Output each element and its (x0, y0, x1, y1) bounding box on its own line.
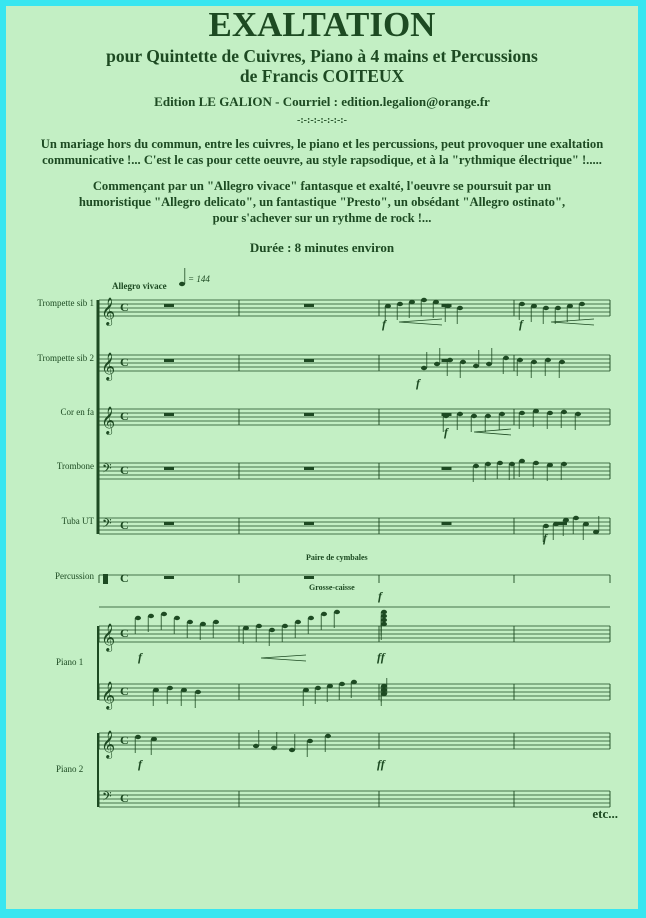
note-head (593, 530, 599, 534)
note-head (545, 358, 551, 362)
subtitle: pour Quintette de Cuivres, Piano à 4 mains et Percussions (106, 46, 538, 66)
note-head (381, 684, 387, 688)
note-head (334, 610, 340, 614)
note-head (460, 360, 466, 364)
rest-mark (442, 522, 452, 525)
note-head (256, 624, 262, 628)
description-line: Un mariage hors du commun, entre les cuivres, le piano et les percussions, peut provoquer une exaltation (40, 137, 604, 151)
note-head (289, 748, 295, 752)
note-head (561, 410, 567, 414)
description-line: humoristique "Allegro delicato", un fantastique "Presto", un obsédant "Allegro ostinato", (78, 195, 566, 209)
instrument-label: Tuba UT (61, 516, 94, 526)
note-head (447, 358, 453, 362)
time-signature: C (120, 300, 129, 314)
etc-label: etc... (592, 806, 618, 821)
note-head (485, 414, 491, 418)
publisher-line: Edition LE GALION - Courriel : edition.legalion@orange.fr (154, 94, 490, 109)
time-signature: C (120, 463, 129, 477)
note-head (295, 620, 301, 624)
note-head (503, 356, 509, 360)
rest-mark (442, 467, 452, 470)
note-head (573, 516, 579, 520)
note-head (200, 622, 206, 626)
note-head (381, 618, 387, 622)
note-head (421, 298, 427, 302)
note-head (579, 302, 585, 306)
page-title: EXALTATION (208, 6, 436, 44)
note-head (213, 620, 219, 624)
cymbal-annotation: Paire de cymbales (306, 553, 368, 562)
time-signature: C (120, 355, 129, 369)
hairpin (474, 429, 511, 435)
dynamic-marking: ff (377, 650, 385, 664)
dynamic-marking: f (382, 317, 386, 331)
note-head (327, 684, 333, 688)
note-head (473, 464, 479, 468)
note-head (533, 461, 539, 465)
note-head (381, 692, 387, 696)
note-head (253, 744, 259, 748)
note-head (179, 282, 185, 286)
instrument-label: Piano 1 (56, 657, 84, 667)
dynamic-marking: f (543, 531, 547, 545)
time-signature: C (120, 518, 129, 532)
note-head (519, 411, 525, 415)
note-head (486, 362, 492, 366)
note-head (339, 682, 345, 686)
rest-mark (164, 467, 174, 470)
note-head (381, 622, 387, 626)
hairpin (261, 655, 306, 661)
instrument-label: Trompette sib 2 (37, 353, 94, 363)
note-head (243, 626, 249, 630)
note-head (321, 612, 327, 616)
treble-clef-icon: 𝄞 (101, 732, 116, 758)
rest-mark (304, 576, 314, 579)
instrument-label: Trombone (56, 461, 94, 471)
tempo-value: = 144 (188, 274, 210, 284)
note-head (195, 690, 201, 694)
note-head (161, 612, 167, 616)
note-head (533, 409, 539, 413)
note-head (443, 414, 449, 418)
description-line: pour s'achever sur un rythme de rock !... (212, 211, 432, 225)
note-head (519, 459, 525, 463)
dynamic-marking: f (378, 589, 382, 603)
separator: -:-:-:-:-:-:-:- (297, 115, 347, 126)
dynamic-marking: f (138, 757, 142, 771)
note-head (148, 614, 154, 618)
rest-mark (304, 522, 314, 525)
note-head (381, 614, 387, 618)
note-head (517, 358, 523, 362)
note-head (473, 364, 479, 368)
rest-mark (304, 467, 314, 470)
hairpin (399, 319, 442, 325)
note-head (397, 302, 403, 306)
rest-mark (304, 304, 314, 307)
note-head (553, 522, 559, 526)
treble-clef-icon: 𝄞 (101, 299, 116, 325)
instrument-label: Percussion (55, 571, 94, 581)
note-head (434, 362, 440, 366)
note-head (282, 624, 288, 628)
note-head (457, 412, 463, 416)
time-signature: C (120, 571, 129, 585)
note-marks (135, 268, 599, 771)
note-head (457, 306, 463, 310)
rest-mark (164, 576, 174, 579)
note-head (381, 610, 387, 614)
note-head (555, 306, 561, 310)
treble-clef-icon: 𝄞 (101, 625, 116, 651)
instrument-label: Trompette sib 1 (37, 298, 94, 308)
duration: Durée : 8 minutes environ (249, 240, 395, 255)
note-head (547, 411, 553, 415)
rest-mark (304, 359, 314, 362)
note-head (167, 686, 173, 690)
note-head (151, 737, 157, 741)
note-head (187, 620, 193, 624)
music-score (6, 6, 638, 909)
instrument-label: Cor en fa (60, 407, 94, 417)
percussion-clef-icon (103, 574, 108, 584)
note-head (575, 412, 581, 416)
treble-clef-icon: 𝄞 (101, 408, 116, 434)
note-head (543, 524, 549, 528)
description-line: communicative !... C'est le cas pour cette oeuvre, au style rapsodique, et à la "rythmique électrique" !..... (42, 153, 602, 167)
note-head (409, 300, 415, 304)
note-head (485, 462, 491, 466)
rest-mark (164, 304, 174, 307)
bass-clef-icon: 𝄢 (102, 791, 112, 807)
note-head (519, 302, 525, 306)
bass-clef-icon: 𝄢 (102, 518, 112, 534)
rest-mark (164, 522, 174, 525)
hairpin (551, 319, 594, 325)
time-signature: C (120, 409, 129, 423)
dynamic-marking: f (519, 317, 523, 331)
note-head (567, 304, 573, 308)
note-head (561, 462, 567, 466)
tempo-marking: Allegro vivace (112, 281, 167, 291)
note-head (315, 686, 321, 690)
note-head (499, 412, 505, 416)
note-head (381, 688, 387, 692)
note-head (135, 616, 141, 620)
time-signature: C (120, 684, 129, 698)
note-head (135, 735, 141, 739)
note-head (351, 680, 357, 684)
note-head (563, 518, 569, 522)
treble-clef-icon: 𝄞 (101, 683, 116, 709)
description-line: Commençant par un "Allegro vivace" fantasque et exalté, l'oeuvre se poursuit par un (92, 179, 552, 193)
note-head (271, 746, 277, 750)
note-head (531, 360, 537, 364)
time-signature: C (120, 626, 129, 640)
note-head (308, 616, 314, 620)
note-head (559, 360, 565, 364)
dynamic-marking: f (138, 650, 142, 664)
rest-mark (304, 413, 314, 416)
bass-drum-annotation: Grosse-caisse (309, 583, 355, 592)
note-head (547, 463, 553, 467)
note-head (174, 616, 180, 620)
note-head (583, 522, 589, 526)
note-head (269, 628, 275, 632)
note-head (421, 366, 427, 370)
note-head (385, 304, 391, 308)
rest-mark (164, 359, 174, 362)
dynamic-marking: f (416, 376, 420, 390)
dynamic-marking: ff (377, 757, 385, 771)
note-head (471, 414, 477, 418)
note-head (531, 304, 537, 308)
bass-clef-icon: 𝄢 (102, 463, 112, 479)
note-head (303, 688, 309, 692)
instrument-label: Piano 2 (56, 764, 84, 774)
note-head (153, 688, 159, 692)
note-head (325, 734, 331, 738)
note-head (543, 306, 549, 310)
note-head (433, 300, 439, 304)
composer: de Francis COITEUX (239, 66, 405, 86)
note-head (181, 688, 187, 692)
note-head (445, 304, 451, 308)
time-signature: C (120, 733, 129, 747)
score-page (6, 6, 638, 909)
note-head (307, 739, 313, 743)
time-signature: C (120, 791, 129, 805)
note-head (509, 462, 515, 466)
rest-mark (164, 413, 174, 416)
note-head (497, 461, 503, 465)
dynamic-marking: f (444, 425, 448, 439)
treble-clef-icon: 𝄞 (101, 354, 116, 380)
